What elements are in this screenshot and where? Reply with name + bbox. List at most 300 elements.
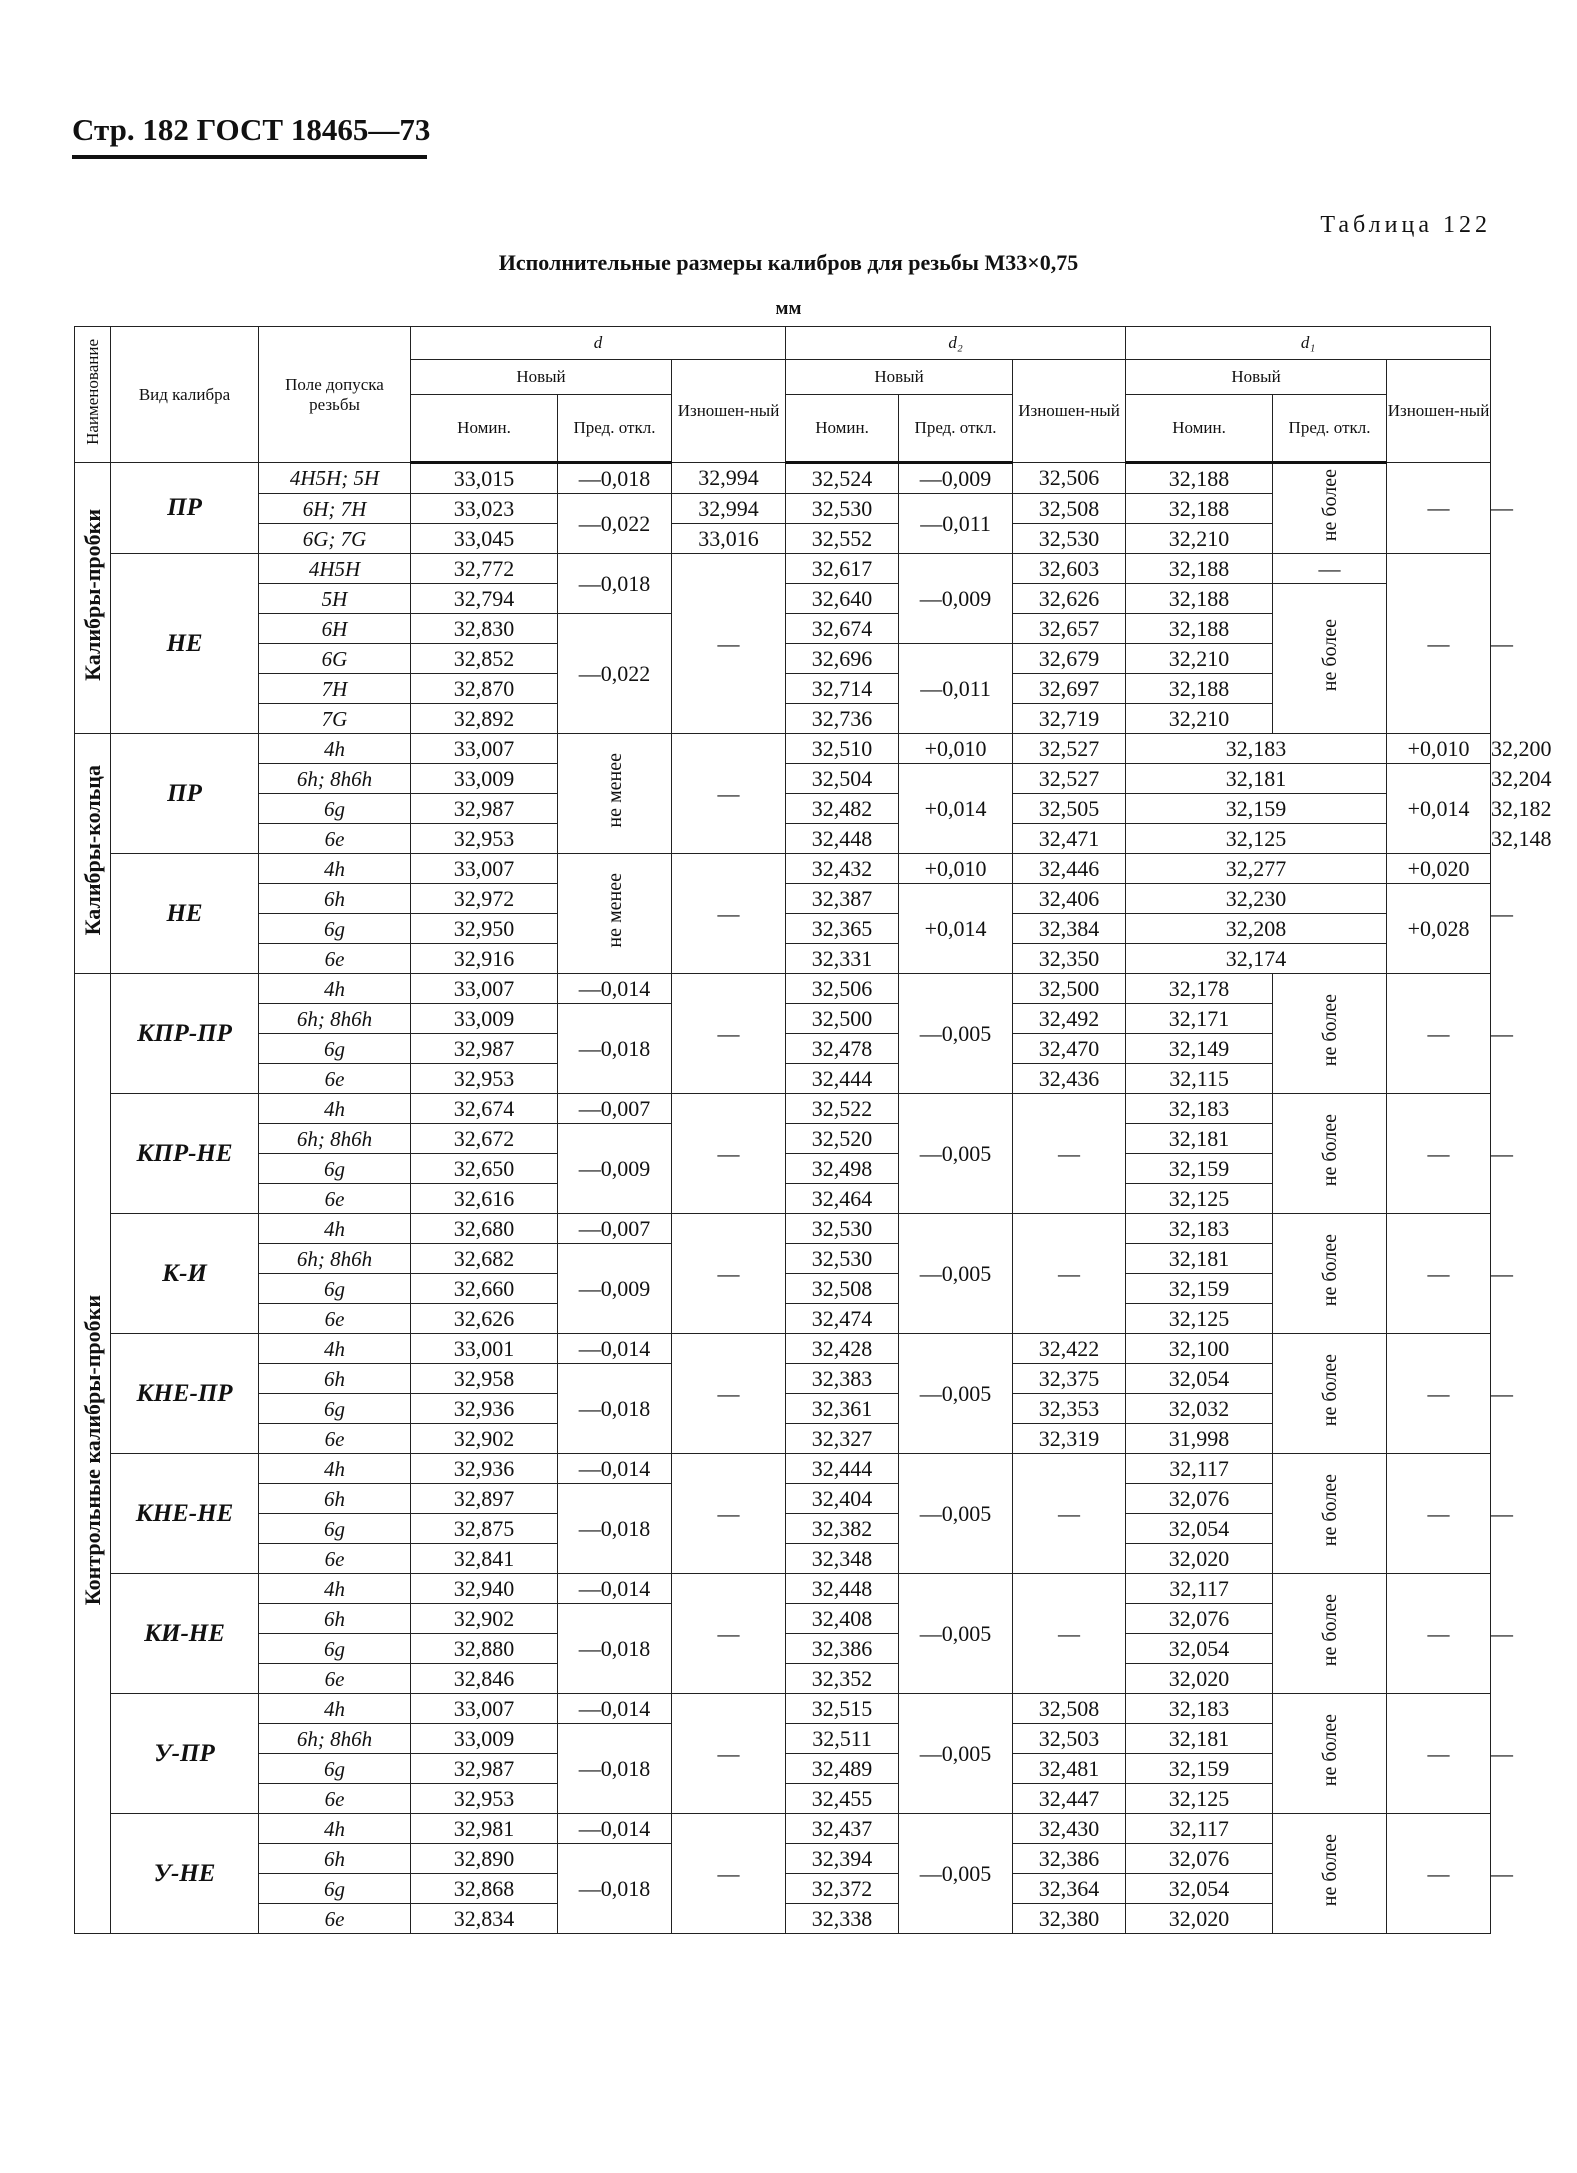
table-row: Калибры-пробки ПР 4H5H; 5H 33,015 —0,018 32,994 32,524 —0,009 32,506 32,188 не более — — [75,463,1491,494]
header-d-nomin: Номин. [411,395,558,463]
field-label: 5H [259,584,411,614]
table-row: НЕ 4H5H 32,772 —0,018 — 32,617 —0,009 32,603 32,188 — — — [75,554,1491,584]
d-nomin: 33,007 [411,854,558,884]
note-not-more [1273,1094,1387,1214]
group-label-kalibry-probki [75,463,111,734]
d2-iznosh: 32,506 [1013,463,1126,494]
d-nomin: 32,981 [411,1814,558,1844]
header-d: d [411,327,786,360]
header-d1-novyi: Новый [1126,360,1387,395]
d1-nomin: 32,076 [1126,1604,1273,1634]
d2-iznosh: 32,626 [1013,584,1126,614]
d-dev: —0,014 [558,1694,672,1724]
d-nomin: 32,846 [411,1664,558,1694]
d2-nomin: 32,714 [786,674,899,704]
d2-iznosh: 32,505 [1013,794,1126,824]
d-dev: —0,014 [558,974,672,1004]
header-d1: d₁ [1126,327,1491,360]
d2-iznosh: 32,375 [1013,1364,1126,1394]
field-label: 6g [259,1154,411,1184]
d-dev: —0,018 [558,1004,672,1094]
d2-nomin: 32,506 [786,974,899,1004]
d-dev: —0,009 [558,1244,672,1334]
d-nomin: 33,009 [411,1724,558,1754]
d-dev: —0,009 [558,1124,672,1214]
field-label: 6g [259,1634,411,1664]
d2-nomin: 32,530 [786,1214,899,1244]
note-not-more [1273,584,1387,734]
note-not-more [1273,1214,1387,1334]
d1-dev: — [1387,1694,1491,1814]
d2-nomin: 32,504 [786,764,899,794]
d-dev: —0,018 [558,1724,672,1814]
note-not-more-label: не более [1318,618,1341,692]
header-pole: Поле допуска резьбы [259,327,411,463]
d2-nomin: 32,432 [786,854,899,884]
header-d2-iznosh: Изношен-ный [1013,360,1126,463]
kind-label: К-И [111,1214,259,1334]
d2-nomin: 32,489 [786,1754,899,1784]
d-iznosh: — [672,1454,786,1574]
d1-dev: — [1387,1454,1491,1574]
d1-nomin: 32,125 [1126,1304,1273,1334]
note-not-more-label: не более [1318,1353,1341,1427]
d-nomin: 32,953 [411,824,558,854]
field-label: 4h [259,734,411,764]
field-label: 6h [259,1364,411,1394]
d1-dev: +0,010 [1387,734,1491,764]
d1-dev: — [1387,1334,1491,1454]
kind-label: У-ПР [111,1694,259,1814]
d2-iznosh: — [1013,1454,1126,1574]
d1-dev: — [1387,974,1491,1094]
d2-dev: +0,010 [899,854,1013,884]
d-dev: —0,014 [558,1454,672,1484]
d2-dev: —0,005 [899,1814,1013,1934]
d1-nomin: 32,188 [1126,674,1273,704]
field-label: 6e [259,1184,411,1214]
table-title: Исполнительные размеры калибров для резьбы М33×0,75 [498,250,1079,275]
d1-nomin: 32,171 [1126,1004,1273,1034]
d2-iznosh: 32,657 [1013,614,1126,644]
d1-nomin: 32,188 [1126,584,1273,614]
d-nomin: 32,794 [411,584,558,614]
d-nomin: 33,023 [411,494,558,524]
d2-dev: —0,005 [899,1454,1013,1574]
field-label: 6h; 8h6h [259,1244,411,1274]
d2-nomin: 32,352 [786,1664,899,1694]
note-not-more [1273,1574,1387,1694]
field-label: 7H [259,674,411,704]
field-label: 6e [259,944,411,974]
header-naimenovanie [75,327,111,463]
note-not-less-label: не менее [603,872,626,948]
table-row: 6g 32,987 32,482 32,505 32,159 32,182 [75,794,1491,824]
kind-label: КПР-НЕ [111,1094,259,1214]
d1-dev: — [1387,1094,1491,1214]
note-not-more [1273,1814,1387,1934]
note-not-more-label: не более [1318,1113,1341,1187]
d-nomin: 33,015 [411,463,558,494]
field-label: 4h [259,1094,411,1124]
d1-nomin: 32,115 [1126,1064,1273,1094]
d-iznosh: — [672,554,786,734]
d-iznosh: — [672,1214,786,1334]
header-d1-nomin: Номин. [1126,395,1273,463]
note-not-more [1273,1454,1387,1574]
d2-nomin: 32,327 [786,1424,899,1454]
field-label: 4h [259,1454,411,1484]
field-label: 6h; 8h6h [259,764,411,794]
field-label: 4H5H; 5H [259,463,411,494]
d2-nomin: 32,482 [786,794,899,824]
d1-nomin: 32,032 [1126,1394,1273,1424]
table-row: НЕ 4h 33,007 не менее — 32,432 +0,010 32,446 32,277 +0,020 — [75,854,1491,884]
d1-nomin: 32,188 [1126,463,1273,494]
field-label: 6e [259,1304,411,1334]
d-dev: —0,014 [558,1574,672,1604]
kind-label: КПР-ПР [111,974,259,1094]
d2-iznosh: 32,430 [1013,1814,1126,1844]
header-d-iznosh: Изношен-ный [672,360,786,463]
d2-dev: +0,014 [899,764,1013,854]
d2-nomin: 32,617 [786,554,899,584]
d1-nomin: 32,054 [1126,1874,1273,1904]
d-iznosh: 32,994 [672,463,786,494]
note-not-more-label: не более [1318,468,1341,542]
d2-iznosh: 32,406 [1013,884,1126,914]
d-iznosh: — [672,1574,786,1694]
d2-iznosh: 32,470 [1013,1034,1126,1064]
d-dev: —0,018 [558,1364,672,1454]
d1-nomin: 32,188 [1126,554,1273,584]
d1-nomin: 32,178 [1126,974,1273,1004]
d-nomin: 32,841 [411,1544,558,1574]
d-nomin: 33,001 [411,1334,558,1364]
field-label: 6e [259,1664,411,1694]
group-label-kalibry-koltsa [75,734,111,974]
d2-iznosh: 32,492 [1013,1004,1126,1034]
note-not-more-label: не более [1318,1473,1341,1547]
d2-iznosh: 32,508 [1013,494,1126,524]
header-d2: d₂ [786,327,1126,360]
d2-nomin: 32,448 [786,824,899,854]
d-dev: —0,014 [558,1814,672,1844]
header-d1-iznosh: Изношен-ный [1387,360,1491,463]
d-dev: —0,018 [558,1844,672,1934]
d2-nomin: 32,387 [786,884,899,914]
d-iznosh: 32,994 [672,494,786,524]
d1-nomin: 32,210 [1126,704,1273,734]
d2-nomin: 32,444 [786,1064,899,1094]
d2-nomin: 32,361 [786,1394,899,1424]
d-nomin: 32,650 [411,1154,558,1184]
d2-iznosh: — [1013,1094,1126,1214]
d-nomin: 33,009 [411,1004,558,1034]
d-nomin: 32,953 [411,1784,558,1814]
d2-iznosh: 32,422 [1013,1334,1126,1364]
table-number: Таблица 122 [1320,212,1491,238]
note-blank: — [1273,554,1387,584]
note-not-more [1273,1334,1387,1454]
table-row: К-И 4h 32,680 —0,007 — 32,530 —0,005 — 32,183 не более — — [75,1214,1491,1244]
field-label: 6e [259,1544,411,1574]
d1-nomin: 32,117 [1126,1574,1273,1604]
note-not-more [1273,974,1387,1094]
d1-nomin: 32,054 [1126,1514,1273,1544]
note-not-more-label: не более [1318,993,1341,1067]
field-label: 6e [259,824,411,854]
d2-nomin: 32,348 [786,1544,899,1574]
d2-dev: —0,005 [899,1574,1013,1694]
d1-nomin: 32,100 [1126,1334,1273,1364]
d2-iznosh: 32,527 [1013,764,1126,794]
header-naimenovanie-label: Наименование [82,339,102,445]
field-label: 6g [259,1874,411,1904]
d-nomin: 32,834 [411,1904,558,1934]
field-label: 4h [259,1574,411,1604]
d1-dev: — [1387,1214,1491,1334]
d2-dev: —0,005 [899,974,1013,1094]
d-nomin: 33,007 [411,1694,558,1724]
d2-iznosh: 32,500 [1013,974,1126,1004]
d2-nomin: 32,478 [786,1034,899,1064]
group-label-kalibry-probki-label: Калибры-пробки [79,509,105,681]
d2-iznosh: 32,481 [1013,1754,1126,1784]
d-nomin: 32,880 [411,1634,558,1664]
d-nomin: 32,875 [411,1514,558,1544]
d-dev: —0,018 [558,463,672,494]
d2-nomin: 32,515 [786,1694,899,1724]
field-label: 6g [259,1034,411,1064]
d-dev: —0,018 [558,1484,672,1574]
d1-dev: +0,028 [1387,884,1491,974]
d-nomin: 32,868 [411,1874,558,1904]
d2-dev: —0,005 [899,1094,1013,1214]
d-iznosh: 33,016 [672,524,786,554]
d2-iznosh: 32,446 [1013,854,1126,884]
d1-nomin: 32,125 [1126,824,1387,854]
group-label-kontrolnye [75,974,111,1934]
note-not-more [1273,463,1387,554]
header-d1-pred: Пред. откл. [1273,395,1387,463]
field-label: 6e [259,1784,411,1814]
d2-dev: —0,011 [899,494,1013,554]
d2-iznosh: 32,436 [1013,1064,1126,1094]
table-row: КНЕ-ПР 4h 33,001 —0,014 — 32,428 —0,005 32,422 32,100 не более — — [75,1334,1491,1364]
kind-label: КНЕ-ПР [111,1334,259,1454]
page-header: Стр. 182 ГОСТ 18465—73 [72,112,431,147]
field-label: 6h [259,1604,411,1634]
d2-iznosh: 32,353 [1013,1394,1126,1424]
d-nomin: 32,953 [411,1064,558,1094]
d1-nomin: 32,183 [1126,1214,1273,1244]
d-iznosh: — [672,734,786,854]
d1-dev: +0,014 [1387,764,1491,854]
d1-nomin: 32,117 [1126,1814,1273,1844]
d2-nomin: 32,331 [786,944,899,974]
d2-iznosh: 32,471 [1013,824,1126,854]
d1-nomin: 32,188 [1126,614,1273,644]
d-nomin: 32,852 [411,644,558,674]
d2-iznosh: 32,719 [1013,704,1126,734]
d1-nomin: 32,020 [1126,1544,1273,1574]
field-label: 4h [259,1334,411,1364]
kind-label: НЕ [111,554,259,734]
d2-iznosh: 32,380 [1013,1904,1126,1934]
d2-nomin: 32,522 [786,1094,899,1124]
field-label: 6e [259,1424,411,1454]
field-label: 6g [259,794,411,824]
d1-nomin: 32,159 [1126,1154,1273,1184]
d1-nomin: 32,183 [1126,1694,1273,1724]
d2-nomin: 32,448 [786,1574,899,1604]
d2-nomin: 32,510 [786,734,899,764]
d1-nomin: 32,125 [1126,1784,1273,1814]
d2-iznosh: 32,527 [1013,734,1126,764]
d1-nomin: 32,159 [1126,1274,1273,1304]
d2-nomin: 32,437 [786,1814,899,1844]
d-nomin: 32,987 [411,794,558,824]
d2-dev: —0,009 [899,554,1013,644]
note-not-more-label: не более [1318,1233,1341,1307]
d-nomin: 32,772 [411,554,558,584]
d1-dev: — [1387,1814,1491,1934]
header-d-novyi: Новый [411,360,672,395]
field-label: 4H5H [259,554,411,584]
d1-nomin: 32,210 [1126,644,1273,674]
d2-iznosh: 32,319 [1013,1424,1126,1454]
d2-nomin: 32,404 [786,1484,899,1514]
d2-nomin: 32,394 [786,1844,899,1874]
field-label: 6g [259,914,411,944]
d2-nomin: 32,520 [786,1124,899,1154]
d-dev: —0,007 [558,1214,672,1244]
d-nomin: 32,682 [411,1244,558,1274]
field-label: 6g [259,1394,411,1424]
d1-dev: — [1387,554,1491,734]
d1-nomin: 32,181 [1126,764,1387,794]
d1-nomin: 32,210 [1126,524,1273,554]
d-iznosh: — [672,1094,786,1214]
field-label: 6h [259,884,411,914]
d2-nomin: 32,386 [786,1634,899,1664]
d2-nomin: 32,444 [786,1454,899,1484]
note-not-more [1273,1694,1387,1814]
note-not-more-label: не более [1318,1593,1341,1667]
d2-iznosh: 32,697 [1013,674,1126,704]
d2-nomin: 32,338 [786,1904,899,1934]
field-label: 6h [259,1484,411,1514]
d-nomin: 32,936 [411,1394,558,1424]
d2-iznosh: 32,386 [1013,1844,1126,1874]
d-nomin: 32,902 [411,1604,558,1634]
d1-nomin: 32,183 [1126,1094,1273,1124]
d-dev: —0,018 [558,1604,672,1694]
group-label-kontrolnye-label: Контрольные калибры-пробки [79,1295,105,1606]
d2-iznosh: 32,384 [1013,914,1126,944]
d-nomin: 32,987 [411,1034,558,1064]
gauge-dimensions-table [74,326,1552,1934]
d2-nomin: 32,524 [786,463,899,494]
kind-label: У-НЕ [111,1814,259,1934]
d1-nomin: 32,076 [1126,1484,1273,1514]
d-nomin: 32,902 [411,1424,558,1454]
d-nomin: 32,616 [411,1184,558,1214]
d1-nomin: 32,159 [1126,794,1387,824]
d2-dev: +0,010 [899,734,1013,764]
d2-nomin: 32,382 [786,1514,899,1544]
d2-nomin: 32,674 [786,614,899,644]
kind-label: КНЕ-НЕ [111,1454,259,1574]
table-row: Калибры-кольца ПР 4h 33,007 не менее — 32,510 +0,010 32,527 32,183 +0,010 32,200 [75,734,1491,764]
d2-iznosh: — [1013,1574,1126,1694]
d-nomin: 32,958 [411,1364,558,1394]
d1-nomin: 32,208 [1126,914,1387,944]
header-vid: Вид калибра [111,327,259,463]
field-label: 6g [259,1514,411,1544]
d1-nomin: 32,149 [1126,1034,1273,1064]
field-label: 6e [259,1904,411,1934]
field-label: 6G [259,644,411,674]
d2-iznosh: 32,679 [1013,644,1126,674]
kind-label: КИ-НЕ [111,1574,259,1694]
d2-nomin: 32,530 [786,494,899,524]
field-label: 4h [259,1694,411,1724]
field-label: 4h [259,1814,411,1844]
d-nomin: 32,626 [411,1304,558,1334]
d2-nomin: 32,408 [786,1604,899,1634]
table-row: КНЕ-НЕ 4h 32,936 —0,014 — 32,444 —0,005 — 32,117 не более — — [75,1454,1491,1484]
field-label: 6h; 8h6h [259,1004,411,1034]
d1-nomin: 32,020 [1126,1904,1273,1934]
d2-nomin: 32,498 [786,1154,899,1184]
d-nomin: 32,987 [411,1754,558,1784]
d2-dev: —0,009 [899,463,1013,494]
d-nomin: 32,674 [411,1094,558,1124]
d2-nomin: 32,508 [786,1274,899,1304]
table-row: КИ-НЕ 4h 32,940 —0,014 — 32,448 —0,005 — 32,117 не более — — [75,1574,1491,1604]
d-nomin: 32,972 [411,884,558,914]
d1-nomin: 31,998 [1126,1424,1273,1454]
d2-nomin: 32,511 [786,1724,899,1754]
table-unit: мм [775,298,802,319]
d1-dev: — [1387,463,1491,554]
d1-dev: +0,020 [1387,854,1491,884]
header-d2-novyi: Новый [786,360,1013,395]
d2-nomin: 32,464 [786,1184,899,1214]
d-nomin: 32,936 [411,1454,558,1484]
d2-iznosh: 32,508 [1013,1694,1126,1724]
field-label: 6h; 8h6h [259,1124,411,1154]
d2-nomin: 32,500 [786,1004,899,1034]
d-nomin: 32,940 [411,1574,558,1604]
table-row: У-ПР 4h 33,007 —0,014 — 32,515 —0,005 32,508 32,183 не более — — [75,1694,1491,1724]
note-not-less-label: не менее [603,752,626,828]
d2-iznosh: 32,364 [1013,1874,1126,1904]
d-nomin: 32,950 [411,914,558,944]
d-iznosh: — [672,974,786,1094]
d2-dev: —0,005 [899,1214,1013,1334]
field-label: 4h [259,854,411,884]
d1-nomin: 32,181 [1126,1724,1273,1754]
d-nomin: 33,045 [411,524,558,554]
d-dev: —0,007 [558,1094,672,1124]
d1-nomin: 32,054 [1126,1634,1273,1664]
d1-nomin: 32,230 [1126,884,1387,914]
d2-nomin: 32,552 [786,524,899,554]
d-nomin: 33,007 [411,974,558,1004]
